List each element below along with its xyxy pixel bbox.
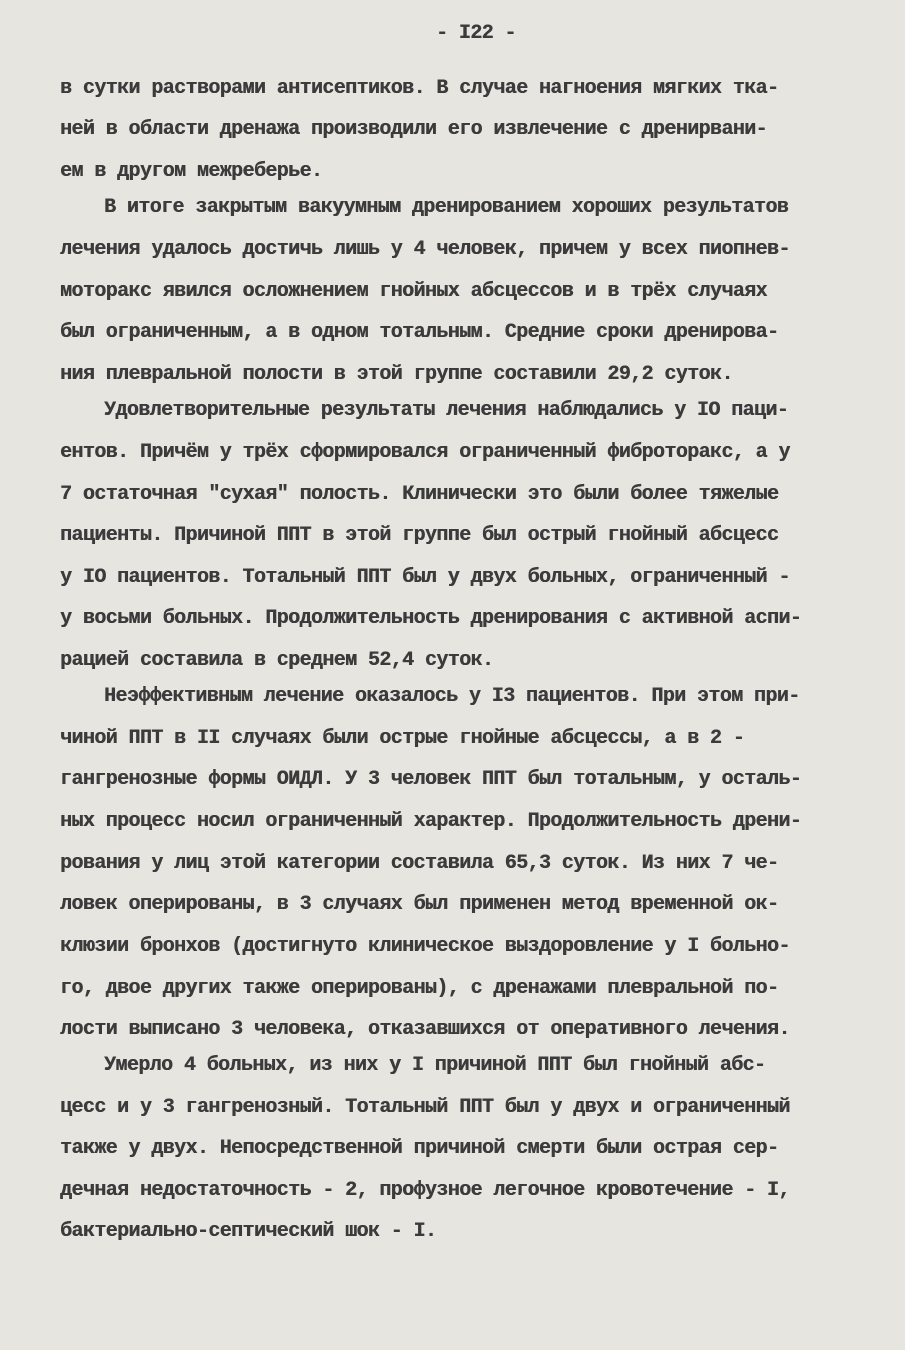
text-line: Удовлетворительные результаты лечения наблюдались у IO паци- [104,399,789,422]
text-line: Неэффективным лечение оказалось у I3 пациентов. При этом при- [104,685,800,708]
text-line: бактериально-септический шок - I. [60,1220,437,1243]
text-line: клюзии бронхов (достигнуто клиническое выздоровление у I больно- [60,935,790,958]
text-line: Умерло 4 больных, из них у I причиной ППТ был гнойный абс- [104,1054,766,1077]
text-line: 7 остаточная "сухая" полость. Клинически это были более тяжелые [60,483,779,506]
text-line: также у двух. Непосредственной причиной смерти были острая сер- [60,1137,779,1160]
text-line: ем в другом межреберье. [60,160,323,183]
text-line: у восьми больных. Продолжительность дренирования с активной аспи- [60,607,802,630]
text-line: ния плевральной полости в этой группе составили 29,2 суток. [60,363,733,386]
text-line: ных процесс носил ограниченный характер. Продолжительность дрени- [60,810,802,833]
text-line: у IO пациентов. Тотальный ППТ был у двух больных, ограниченный - [60,566,790,589]
text-line: рования у лиц этой категории составила 65,3 суток. Из них 7 че- [60,852,779,875]
text-line: ловек оперированы, в 3 случаях был применен метод временной ок- [60,893,779,916]
text-line: рацией составила в среднем 52,4 суток. [60,649,494,672]
text-line: моторакс явился осложнением гнойных абсцессов и в трёх случаях [60,280,767,303]
text-line: был ограниченным, а в одном тотальным. Средние сроки дренирова- [60,321,779,344]
text-line: в сутки растворами антисептиков. В случае нагноения мягких тка- [60,77,779,100]
text-line: лости выписано 3 человека, отказавшихся от оперативного лечения. [60,1018,790,1041]
page-number: - I22 - [436,22,516,45]
text-line: В итоге закрытым вакуумным дренированием хороших результатов [104,196,789,219]
text-line: ней в области дренажа производили его извлечение с дренирвани- [60,118,767,141]
text-line: ентов. Причём у трёх сформировался ограниченный фиброторакс, а у [60,441,790,464]
text-line: го, двое других также оперированы), с дренажами плевральной по- [60,977,779,1000]
text-line: пациенты. Причиной ППТ в этой группе был острый гнойный абсцесс [60,524,779,547]
text-line: лечения удалось достичь лишь у 4 человек, причем у всех пиопнев- [60,238,790,261]
text-line: чиной ППТ в II случаях были острые гнойные абсцессы, а в 2 - [60,727,745,750]
text-line: дечная недостаточность - 2, профузное легочное кровотечение - I, [60,1179,790,1202]
text-line: цесс и у 3 гангренозный. Тотальный ППТ был у двух и ограниченный [60,1096,790,1119]
text-line: гангренозные формы ОИДЛ. У 3 человек ППТ был тотальным, у осталь- [60,768,802,791]
